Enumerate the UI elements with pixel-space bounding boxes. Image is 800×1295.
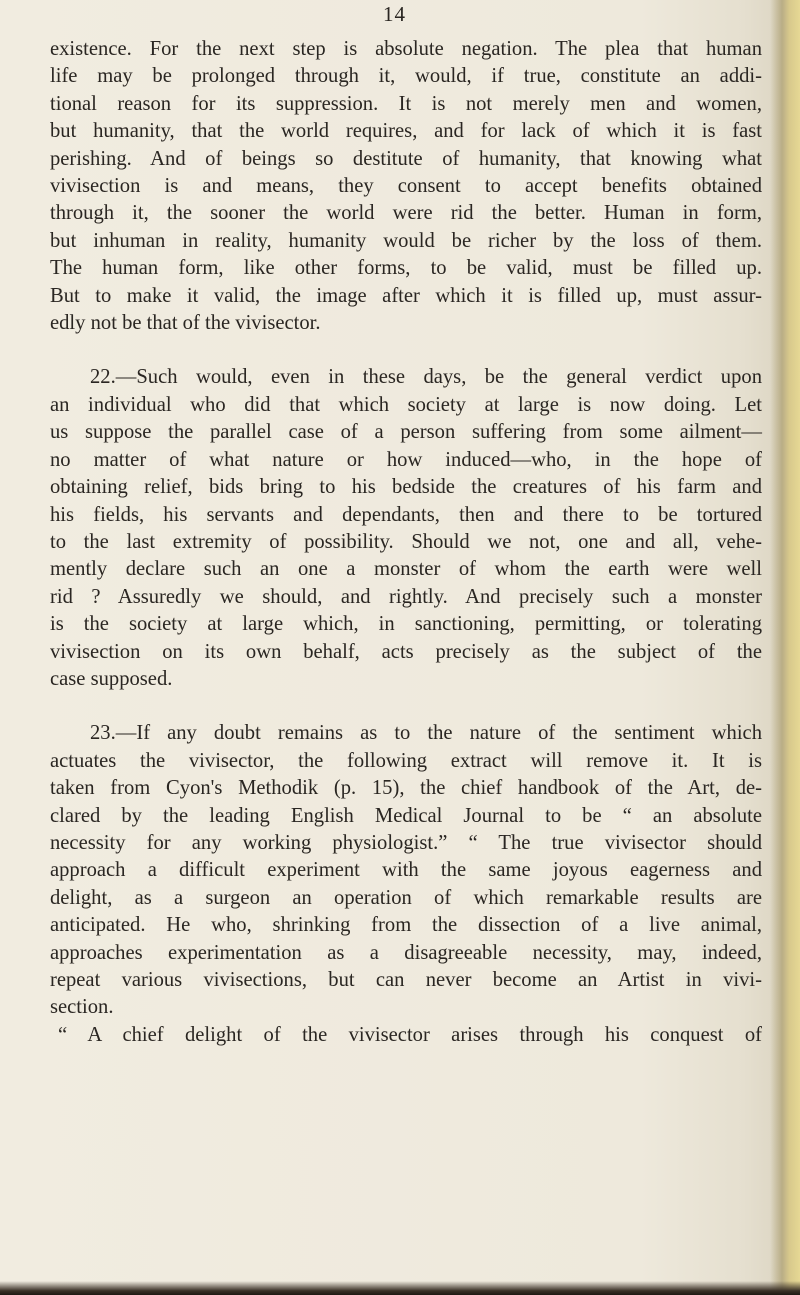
text-line: clared by the leading English Medical Journal to be “ an absolute <box>50 804 762 827</box>
text-line: delight, as a surgeon an operation of which remarkable results are <box>50 886 762 909</box>
text-line: no matter of what nature or how induced—who, in the hope of <box>50 448 762 471</box>
page-bottom-edge <box>0 1281 800 1295</box>
text-line: “ A chief delight of the vivisector arises through his conquest of <box>58 1023 762 1046</box>
text-line: repeat various vivisections, but can never become an Artist in vivi- <box>50 969 762 991</box>
text-line: vivisection is and means, they consent to accept benefits obtained <box>50 175 762 198</box>
text-line: existence. For the next step is absolute negation. The plea that human <box>50 38 762 60</box>
text-line: tional reason for its suppression. It is not merely men and women, <box>50 92 762 115</box>
page-right-edge <box>770 0 800 1295</box>
text-line: approach a difficult experiment with the same joyous eagerness and <box>50 859 762 882</box>
text-line: necessity for any working physiologist.” “ The true vivisector should <box>50 831 762 854</box>
text-line: But to make it valid, the image after which it is filled up, must assur- <box>50 284 762 307</box>
body-text <box>50 36 762 1049</box>
page-number: 14 <box>383 2 406 26</box>
text-line: obtaining relief, bids bring to his bedside the creatures of his farm and <box>50 476 762 499</box>
text-line: perishing. And of beings so destitute of humanity, that knowing what <box>50 147 762 170</box>
text-line: anticipated. He who, shrinking from the dissection of a live animal, <box>50 914 762 937</box>
text-line: but inhuman in reality, humanity would be richer by the loss of them. <box>50 229 762 252</box>
text-line: The human form, like other forms, to be valid, must be filled up. <box>50 257 762 280</box>
text-line: to the last extremity of possibility. Should we not, one and all, vehe- <box>50 530 762 553</box>
text-line: taken from Cyon's Methodik (p. 15), the chief handbook of the Art, de- <box>50 777 762 800</box>
text-line: mently declare such an one a monster of whom the earth were well <box>50 558 762 581</box>
text-line: but humanity, that the world requires, and for lack of which it is fast <box>50 120 762 143</box>
text-line: edly not be that of the vivisector. <box>50 312 321 335</box>
text-line: life may be prolonged through it, would, if true, constitute an addi- <box>50 65 762 88</box>
text-line: an individual who did that which society at large is now doing. Let <box>50 393 762 416</box>
text-line: through it, the sooner the world were rid the better. Human in form, <box>50 202 762 225</box>
text-line: vivisection on its own behalf, acts precisely as the subject of the <box>50 640 762 663</box>
text-line: his fields, his servants and dependants, then and there to be tortured <box>50 503 762 526</box>
text-line: approaches experimentation as a disagreeable necessity, may, indeed, <box>50 941 762 964</box>
text-line: 23.—If any doubt remains as to the nature of the sentiment which <box>90 722 762 745</box>
text-line: us suppose the parallel case of a person suffering from some ailment— <box>50 421 762 444</box>
text-line: section. <box>50 996 114 1019</box>
text-line: is the society at large which, in sanctioning, permitting, or tolerating <box>50 613 762 636</box>
text-line: rid ? Assuredly we should, and rightly. And precisely such a monster <box>50 585 762 608</box>
text-line: case supposed. <box>50 667 173 690</box>
text-line: 22.—Such would, even in these days, be the general verdict upon <box>90 366 762 389</box>
text-line: actuates the vivisector, the following extract will remove it. It is <box>50 749 762 772</box>
